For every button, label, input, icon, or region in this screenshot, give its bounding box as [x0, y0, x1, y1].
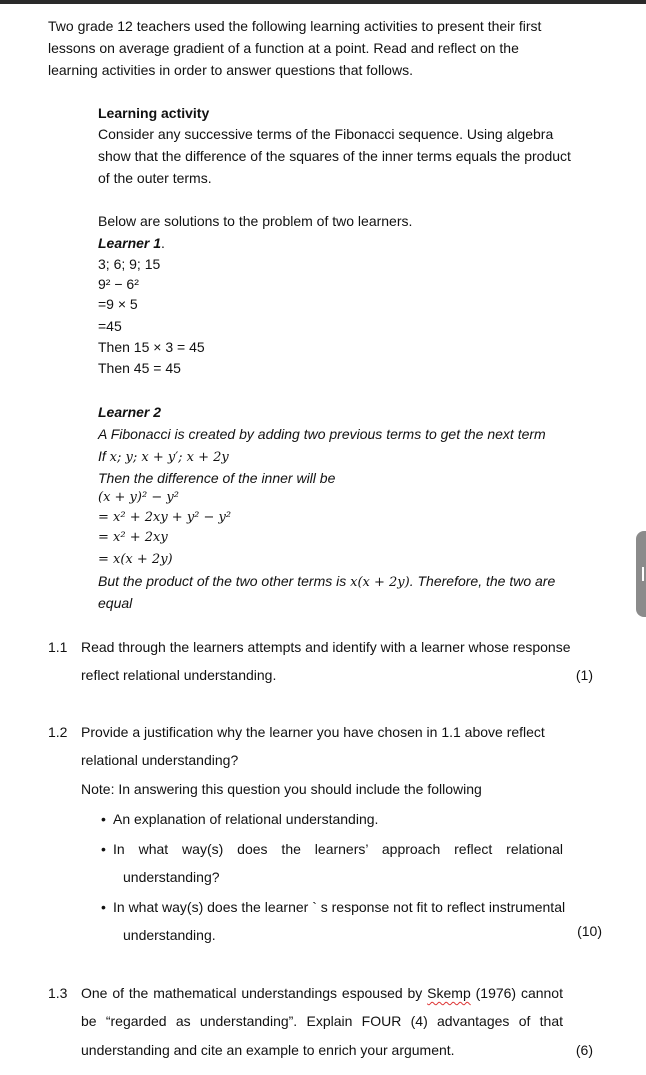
learner1-line-4: =45 — [98, 318, 122, 334]
learner2-step-4: = x(x + 2y) — [98, 552, 173, 567]
q1-3-line-1-post: (1976) cannot — [470, 985, 563, 1001]
learner1-line-2: 9² − 6² — [98, 276, 139, 292]
q1-3-line-1 — [81, 985, 563, 1001]
bullet-3-dot: • — [101, 899, 106, 915]
learner2-statement: A Fibonacci is created by adding two previous terms to get the next term — [98, 426, 546, 442]
bullet-2-dot: • — [101, 841, 106, 857]
solutions-intro: Below are solutions to the problem of two learners. — [98, 213, 413, 229]
learner2-then-text: Then the difference of the inner will be — [98, 470, 336, 486]
learner2-heading: Learner 2 — [98, 404, 162, 420]
top-border — [0, 0, 646, 4]
learner1-line-5: Then 15 × 3 = 45 — [98, 339, 205, 355]
intro-paragraph — [48, 15, 568, 81]
learner1-line-1: 3; 6; 9; 15 — [98, 256, 161, 272]
learner1-line-6: Then 45 = 45 — [98, 360, 181, 376]
activity-heading: Learning activity — [98, 105, 210, 121]
q1-2-number: 1.2 — [48, 724, 68, 740]
q1-1-line-1: Read through the learners attempts and identify with a learner whose response — [81, 639, 571, 655]
bullet-2-line-2: understanding? — [123, 869, 220, 885]
bullet-1-dot: • — [101, 811, 106, 827]
bullet-3-line-1: In what way(s) does the learner ` s response not fit to reflect instrumental — [113, 899, 566, 915]
learner2-conclusion-post: . Therefore, the two are — [409, 573, 556, 589]
q1-3-number: 1.3 — [48, 985, 68, 1001]
intro-line-2: lessons on average gradient of a function at a point. Read and reflect on the — [48, 40, 519, 56]
q1-1-number: 1.1 — [48, 639, 68, 655]
q1-2-marks: (10) — [577, 923, 602, 939]
bullet-2-line-1: In what way(s) does the learners’ approach reflect relational — [113, 841, 563, 857]
skemp-citation: Skemp — [427, 985, 471, 1001]
learner1-line-3: =9 × 5 — [98, 296, 138, 312]
learner2-step-1: (x + y)² − y² — [98, 490, 179, 505]
learner2-conclusion-expr: x(x + 2y) — [350, 575, 410, 590]
learner2-step-3: = x² + 2xy — [98, 530, 168, 545]
q1-3-marks: (6) — [575, 1042, 593, 1058]
learner2-step-2: = x² + 2xy + y² − y² — [98, 510, 232, 525]
side-scroll-handle[interactable] — [636, 531, 646, 617]
learner1-heading-suffix: . — [161, 235, 165, 251]
q1-1-line-2: reflect relational understanding. — [81, 667, 277, 683]
intro-line-1: Two grade 12 teachers used the following learning activities to present their first — [48, 18, 542, 34]
learner2-conclusion — [98, 573, 555, 590]
activity-line-3: of the outer terms. — [98, 170, 212, 186]
bullet-1-text: An explanation of relational understanding. — [113, 811, 379, 827]
q1-2-line-1: Provide a justification why the learner you have chosen in 1.1 above reflect — [81, 724, 545, 740]
learner1-heading — [98, 235, 165, 251]
q1-2-line-2: relational understanding? — [81, 752, 239, 768]
activity-line-2: show that the difference of the squares of the inner terms equals the product — [98, 148, 571, 164]
q1-3-line-1-pre: One of the mathematical understandings espoused by — [81, 985, 428, 1001]
bullet-3-line-2: understanding. — [123, 927, 216, 943]
learner2-if-expr: x; y; x + y′; x + 2y — [109, 450, 229, 465]
intro-line-3: learning activities in order to answer questions that follows. — [48, 62, 413, 78]
q1-3-line-2: be “regarded as understanding”. Explain FOUR (4) advantages of that — [81, 1013, 563, 1029]
learner2-if-label: If — [98, 448, 110, 464]
q1-3-line-3: understanding and cite an example to enrich your argument. — [81, 1042, 455, 1058]
scroll-handle-grip-icon — [642, 567, 644, 581]
activity-line-1: Consider any successive terms of the Fibonacci sequence. Using algebra — [98, 126, 554, 142]
learner1-heading-text: Learner 1 — [98, 235, 162, 251]
q1-2-note: Note: In answering this question you should include the following — [81, 781, 482, 797]
learner2-conclusion-pre: But the product of the two other terms is — [98, 573, 351, 589]
learner2-if-line — [98, 448, 229, 465]
learner2-conclusion-end: equal — [98, 595, 133, 611]
q1-1-marks: (1) — [575, 667, 593, 683]
